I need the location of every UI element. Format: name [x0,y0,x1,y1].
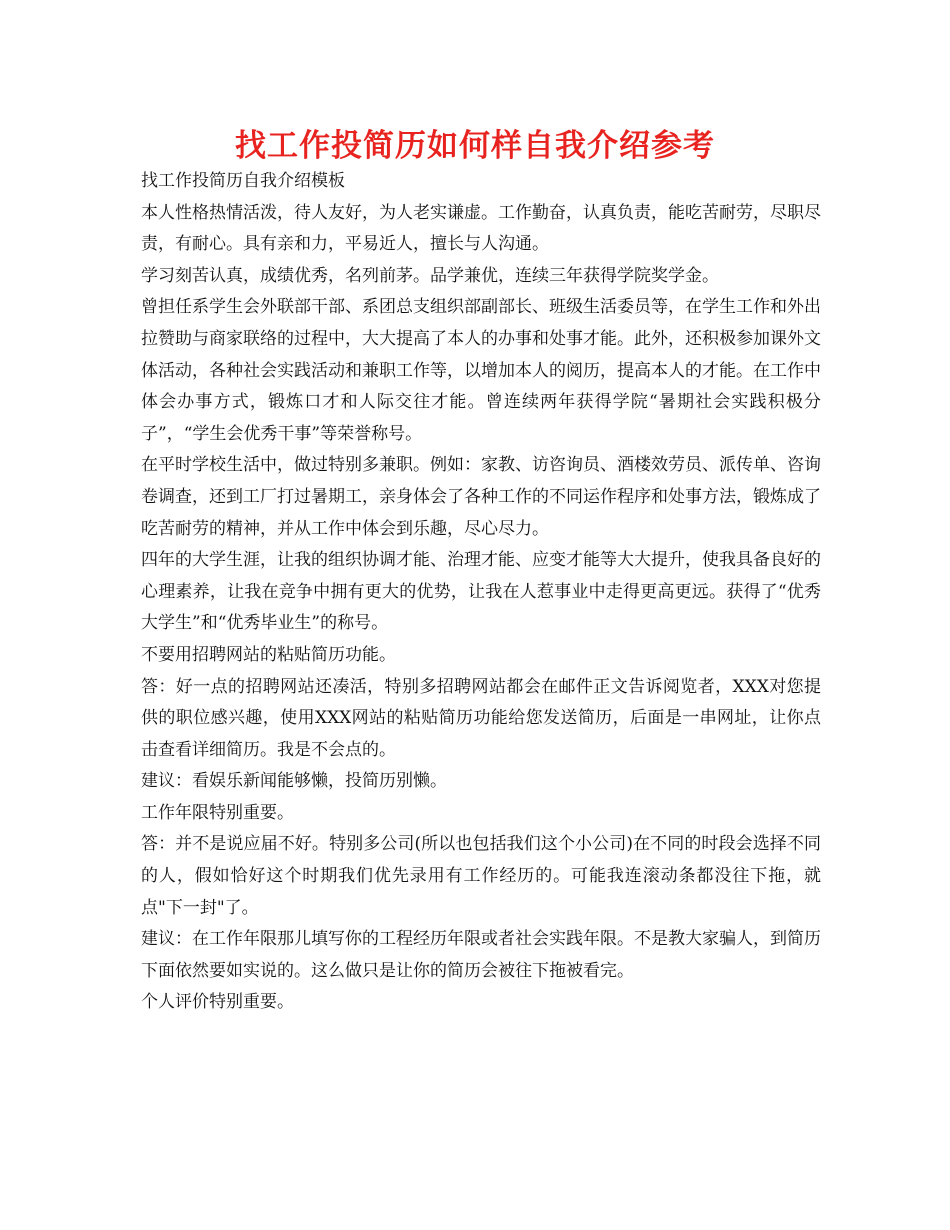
paragraph-student-union: 曾担任系学生会外联部干部、系团总支组织部副部长、班级生活委员等，在学生工作和外出拉赞助与商家联络的过程中，大大提高了本人的办事和处事才能。此外，还积极参加课外文体活动，各种社会实践活动和兼职工作等，以增加本人的阅历，提高本人的才能。在工作中体会办事方式，锻炼口才和人际交往才能。曾连续两年获得学院“暑期社会实践积极分子”，“学生会优秀干事”等荣誉称号。 [141,297,821,444]
answer-paste-resume: 答：好一点的招聘网站还凑活，特别多招聘网站都会在邮件正文告诉阅览者，XXX对您提供的职位感兴趣，使用XXX网站的粘贴简历功能给您发送简历，后面是一串网址，让你点击查看详细简历。我是不会点的。 [141,676,821,760]
paragraph-part-time: 在平时学校生活中，做过特别多兼职。例如：家教、访咨询员、酒楼效劳员、派传单、咨询卷调查，还到工厂打过暑期工，亲身体会了各种工作的不同运作程序和处事方法，锻炼成了吃苦耐劳的精神，并从工作中体会到乐趣，尽心尽力。 [141,455,821,539]
document-body [141,166,821,1019]
paragraph-university: 四年的大学生涯，让我的组织协调才能、治理才能、应变才能等大大提升，使我具备良好的心理素养，让我在竞争中拥有更大的优势，让我在人惹事业中走得更高更远。获得了“优秀大学生”和“优秀毕业生”的称号。 [141,550,821,634]
tip-heading-work-years: 工作年限特别重要。 [141,802,294,823]
tip-heading-self-evaluation: 个人评价特别重要。 [141,992,294,1013]
answer-work-years: 答：并不是说应届不好。特别多公司(所以也包括我们这个小公司)在不同的时段会选择不同的人，假如恰好这个时期我们优先录用有工作经历的。可能我连滚动条都没往下拖，就点"下一封"了。 [141,834,821,918]
heading-template: 找工作投简历自我介绍模板 [141,171,345,191]
advice-work-years: 建议：在工作年限那儿填写你的工程经历年限或者社会实践年限。不是教大家骗人，到简历下面依然要如实说的。这么做只是让你的简历会被往下拖被看完。 [141,929,821,981]
paragraph-personality: 本人性格热情活泼，待人友好，为人老实谦虚。工作勤奋，认真负责，能吃苦耐劳，尽职尽责，有耐心。具有亲和力，平易近人，擅长与人沟通。 [141,202,821,255]
document-title: 找工作投简历如何样自我介绍参考 [235,128,715,164]
advice-paste-resume: 建议：看娱乐新闻能够懒，投简历别懒。 [141,771,447,792]
paragraph-study: 学习刻苦认真，成绩优秀，名列前茅。品学兼优，连续三年获得学院奖学金。 [141,265,719,286]
tip-heading-paste-resume: 不要用招聘网站的粘贴简历功能。 [141,644,396,665]
